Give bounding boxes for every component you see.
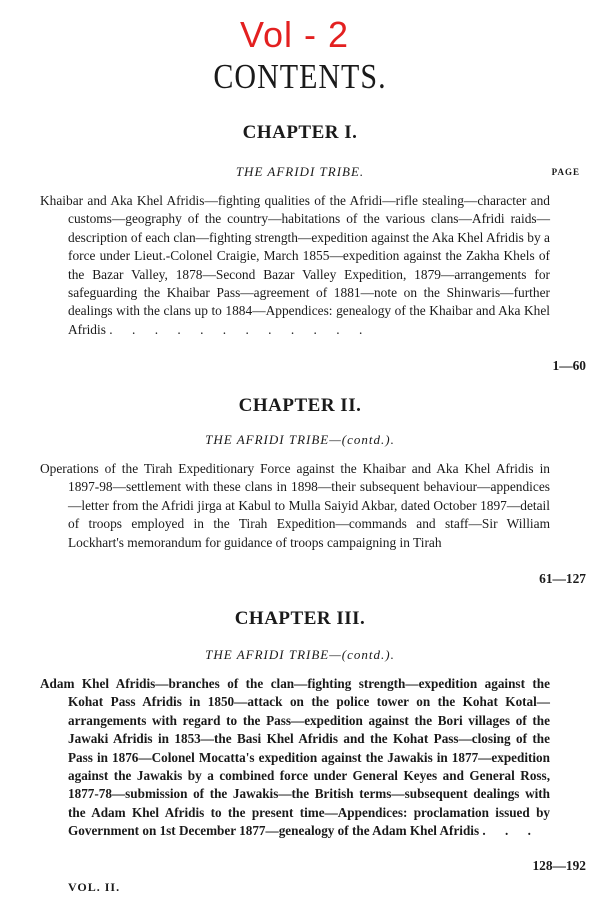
volume-footer: VOL. II. xyxy=(68,880,121,894)
chapter-2-subtitle: THE AFRIDI TRIBE—(contd.). xyxy=(205,432,395,447)
chapter-3-subtitle: THE AFRIDI TRIBE—(contd.). xyxy=(205,647,395,662)
chapter-3-entry-text: Adam Khel Afridis—branches of the clan—fighting strength—expedition against the Kohat Pass Afridis in 1850—attack on the police tower on the Kohat Kotal—arrangements with regard to the Pass—expedition against the Bori villages of the Jawaki Afridis in 1853—the Basi Khel Afridis and the Kohat Pass—closing of the Pass in 1876—Colonel Mocatta's expedition against the Jawakis in 1877—expedition against the Jawakis by a combined force under General Keyes and General Ross, 1877-78—submission of the Jawakis—the British terms—subsequent dealings with the Adam Khel Afridis to the present time—Appendices: proclamation issued by Government on 1st December 1877—genealogy of the Adam Khel Afridis xyxy=(40,676,550,839)
volume-stamp: Vol - 2 xyxy=(240,14,350,55)
contents-title: CONTENTS. xyxy=(213,58,387,96)
chapter-3-entry: Adam Khel Afridis—branches of the clan—fighting strength—expedition against the Kohat Pass Afridis in 1850—attack on the police tower on the Kohat Kotal—arrangements with regard to the Pass—expedition against the Bori villages of the Jawaki Afridis in 1853—the Basi Khel Afridis and the Kohat Pass—closing of the Pass in 1876—Colonel Mocatta's expedition against the Jawakis in 1877—expedition against the Jawakis by a combined force under General Keyes and General Ross, 1877-78—submission of the Jawakis—the British terms—subsequent dealings with the Adam Khel Afridis to the present time—Appendices: proclamation issued by Government on 1st December 1877—genealogy of the Adam Khel Afridis . . . xyxy=(40,676,550,839)
chapter-1-entry: Khaibar and Aka Khel Afridis—fighting qualities of the Afridi—rifle stealing—character and customs—geography of the country—habitations of the various clans—Afridi raids—description of each clan—fighting strength—expedition against the Aka Khel Afridis by a force under Lieut.-Colonel Craigie, March 1855—expedition against the Zakha Khels of the Bazar Valley, 1878—Second Bazar Valley Expedition, 1879—arrangements for safeguarding the Khaibar Pass—agreement of 1881—note on the Shinwaris—further dealings with the clans up to 1884—Appendices: genealogy of the Khaibar and Aka Khel Afridis . . . . . . . . . . . . xyxy=(40,193,550,337)
chapter-1-heading: CHAPTER I. xyxy=(242,122,358,143)
chapter-1-subtitle: THE AFRIDI TRIBE. xyxy=(235,164,365,179)
chapter-2-pages: 61—127 xyxy=(539,571,586,586)
chapter-2-entry: Operations of the Tirah Expeditionary Force against the Khaibar and Aka Khel Afridis in 1897-98—settlement with these clans in 1898—their subsequent behaviour—appendices—letter from the Afridi jirga at Kabul to Mulla Saiyid Akbar, dated October 1897—detail of troops employed in the Tirah Expedition—commands and staff—Sir William Lockhart's memorandum for guidance of troops campaigning in Tirah xyxy=(40,461,550,550)
chapter-3-pages: 128—192 xyxy=(532,858,586,873)
chapter-1-pages: 1—60 xyxy=(552,358,586,373)
chapter-1-entry-text: Khaibar and Aka Khel Afridis—fighting qualities of the Afridi—rifle stealing—character and customs—geography of the country—habitations of the various clans—Afridi raids—description of each clan—fighting strength—expedition against the Aka Khel Afridis by a force under Lieut.-Colonel Craigie, March 1855—expedition against the Zakha Khels of the Bazar Valley, 1878—Second Bazar Valley Expedition, 1879—arrangements for safeguarding the Khaibar Pass—agreement of 1881—note on the Shinwaris—further dealings with the clans up to 1884—Appendices: genealogy of the Khaibar and Aka Khel Afridis xyxy=(40,193,550,337)
chapter-3-heading: CHAPTER III. xyxy=(234,608,366,629)
page-column-label: PAGE xyxy=(551,167,580,177)
chapter-2-heading: CHAPTER II. xyxy=(238,395,362,416)
